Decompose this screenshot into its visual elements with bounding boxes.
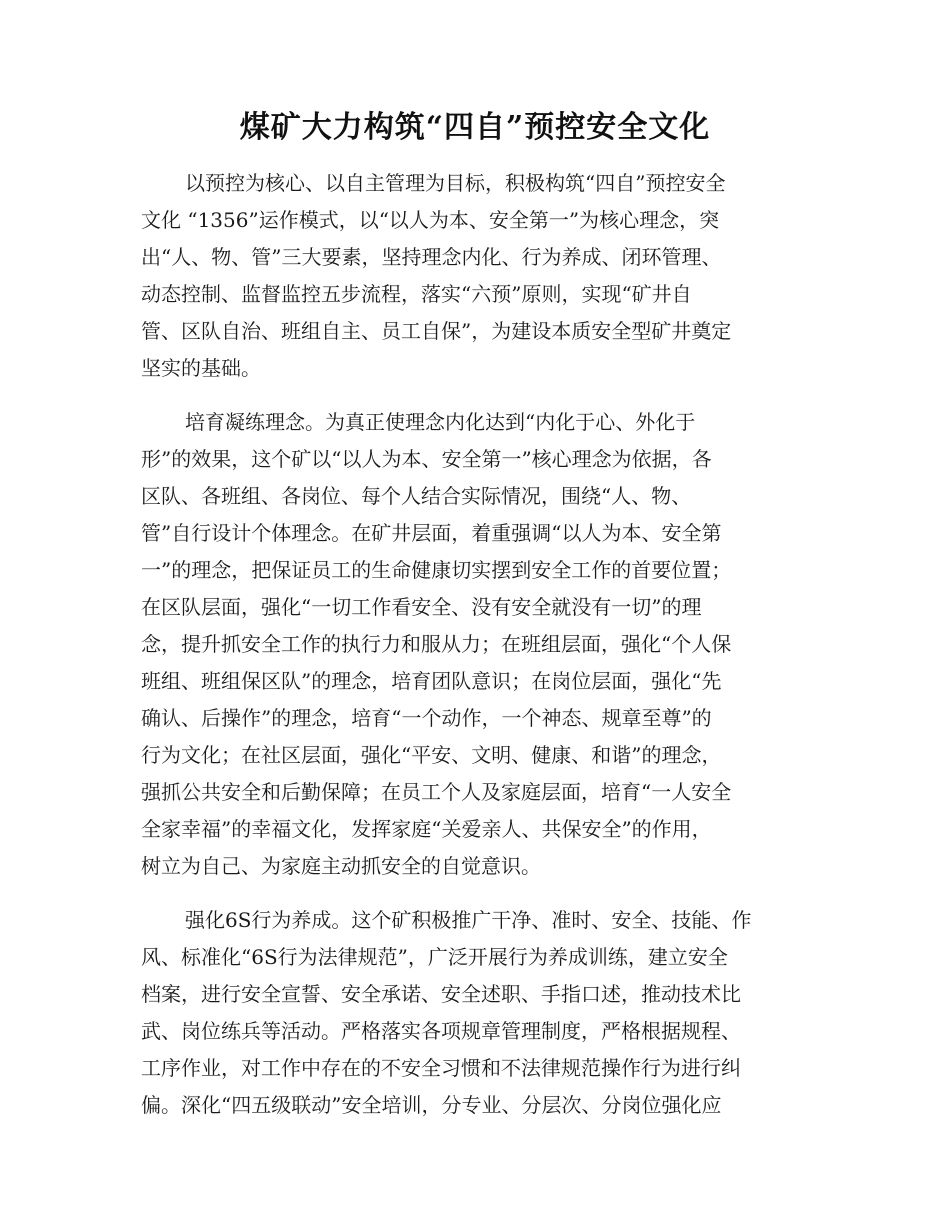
text-line: 管、区队自治、班组自主、员工自保”，为建设本质安全型矿井奠定 — [141, 319, 732, 343]
text-line: 管”自行设计个体理念。在矿井层面，着重强调“以人为本、安全第 — [141, 521, 722, 545]
text-line: 班组、班组保区队”的理念，培育团队意识；在岗位层面，强化“先 — [141, 669, 722, 693]
paragraph-intro — [141, 165, 811, 387]
text-line: 武、岗位练兵等活动。严格落实各项规章管理制度，严格根据规程、 — [141, 1019, 741, 1043]
text-line: 工序作业，对工作中存在的不安全习惯和不法律规范操作行为进行纠 — [141, 1056, 741, 1080]
text-line: 出“人、物、管”三大要素，坚持理念内化、行为养成、闭环管理、 — [141, 245, 722, 269]
text-line: 动态控制、监督监控五步流程，落实“六预”原则，实现“矿井自 — [141, 282, 692, 306]
text-line: 文化 “1356”运作模式，以“以人为本、安全第一”为核心理念，突 — [141, 208, 720, 232]
text-line: 全家幸福”的幸福文化，发挥家庭“关爱亲人、共保安全”的作用， — [141, 817, 712, 841]
text-line: 以预控为核心、以自主管理为目标，积极构筑“四自”预控安全 — [185, 171, 726, 195]
document-body — [141, 165, 811, 1141]
paragraph-concept — [141, 404, 811, 885]
text-line: 强抓公共安全和后勤保障；在员工个人及家庭层面，培育“一人安全 — [141, 780, 732, 804]
text-line: 一”的理念，把保证员工的生命健康切实摆到安全工作的首要位置； — [141, 558, 732, 582]
text-line: 坚实的基础。 — [141, 356, 261, 380]
text-line: 档案，进行安全宣誓、安全承诺、安全述职、手指口述，推动技术比 — [141, 982, 741, 1006]
text-line: 培育凝练理念。为真正使理念内化达到“内化于心、外化于 — [185, 410, 696, 434]
text-line: 确认、后操作”的理念，培育“一个动作，一个神态、规章至尊”的 — [141, 706, 712, 730]
text-line: 区队、各班组、各岗位、每个人结合实际情况，围绕“人、物、 — [141, 484, 692, 508]
text-line: 风、标准化“6S行为法律规范”，广泛开展行为养成训练，建立安全 — [141, 945, 728, 969]
document-title: 煤矿大力构筑“四自”预控安全文化 — [239, 110, 711, 145]
text-line: 树立为自己、为家庭主动抓安全的自觉意识。 — [141, 854, 541, 878]
text-line: 强化6S行为养成。这个矿积极推广干净、准时、安全、技能、作 — [185, 908, 752, 932]
text-line: 偏。深化“四五级联动”安全培训，分专业、分层次、分岗位强化应 — [141, 1093, 722, 1117]
text-line: 念，提升抓安全工作的执行力和服从力；在班组层面，强化“个人保 — [141, 632, 732, 656]
text-line: 在区队层面，强化“一切工作看安全、没有安全就没有一切”的理 — [141, 595, 702, 619]
paragraph-6s-behavior — [141, 902, 811, 1124]
text-line: 行为文化；在社区层面，强化“平安、文明、健康、和谐”的理念， — [141, 743, 722, 767]
text-line: 形”的效果，这个矿以“以人为本、安全第一”核心理念为依据，各 — [141, 447, 712, 471]
